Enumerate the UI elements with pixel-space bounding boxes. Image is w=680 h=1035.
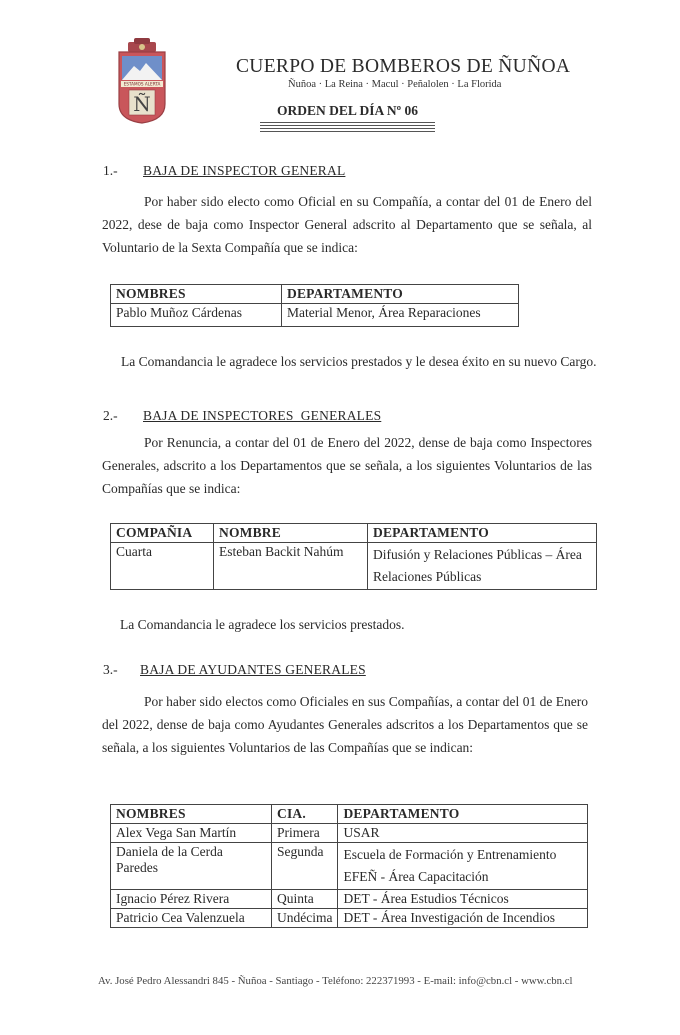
closing-text: La Comandancia le agradece los servicios prestados. [120, 617, 405, 632]
table-cell: DET - Área Estudios Técnicos [338, 890, 588, 909]
section-title: BAJA DE AYUDANTES GENERALES [140, 662, 366, 677]
organization-name: CUERPO DE BOMBEROS DE ÑUÑOA [236, 56, 571, 77]
table-cell: Segunda [272, 843, 338, 890]
paragraph-text: Por Renuncia, a contar del 01 de Enero del 2022, dense de baja como Inspectores Generales, adscrito a los Departamentos que se señala, a los siguientes Voluntarios de las Compañías que se indica: [102, 435, 592, 496]
table-header: DEPARTAMENTO [282, 285, 519, 304]
table-row [111, 909, 588, 928]
data-table [110, 284, 519, 327]
table-cell: Material Menor, Área Reparaciones [282, 304, 519, 327]
table-header-row [111, 805, 588, 824]
table-header: NOMBRE [214, 524, 368, 543]
crown-icon [128, 38, 156, 52]
section-paragraph [102, 190, 592, 259]
table-cell: Undécima [272, 909, 338, 928]
table-cell: Quinta [272, 890, 338, 909]
table-header: NOMBRES [111, 285, 282, 304]
table-cell: Cuarta [111, 543, 214, 590]
section-number: 2.- [103, 408, 118, 423]
table-cell: Patricio Cea Valenzuela [111, 909, 272, 928]
footer-contact: Av. José Pedro Alessandri 845 - Ñuñoa - Santiago - Teléfono: 222371993 - E-mail: info@cbn.cl - www.cbn.cl [98, 975, 573, 987]
table-header-row [111, 524, 597, 543]
section-title: BAJA DE INSPECTORES GENERALES [143, 408, 382, 423]
table-row [111, 543, 597, 590]
paragraph-text: Por haber sido electos como Oficiales en sus Compañías, a contar del 01 de Enero del 2022, dense de baja como Ayudantes Generales adscritos a los Departamentos que se señala, a los siguientes Voluntarios de las Compañías que se indican: [102, 694, 588, 755]
table-row [111, 824, 588, 843]
table-cell: DET - Área Investigación de Incendios [338, 909, 588, 928]
closing-text: La Comandancia le agradece los servicios prestados y le desea éxito en su nuevo Cargo. [121, 354, 597, 369]
table-cell: Primera [272, 824, 338, 843]
section-title: BAJA DE INSPECTOR GENERAL [143, 163, 346, 178]
crest-motto: ESTAMOS ALERTA [123, 81, 161, 87]
table-row [111, 304, 519, 327]
table-cell: Esteban Backit Nahúm [214, 543, 368, 590]
table-cell: Escuela de Formación y Entrenamiento EFEÑ - Área Capacitación [338, 843, 588, 890]
table-cell: Ignacio Pérez Rivera [111, 890, 272, 909]
communes-list: Ñuñoa · La Reina · Macul · Peñalolen · La Florida [288, 79, 502, 90]
title-underline [260, 128, 435, 132]
section-paragraph [102, 431, 592, 500]
data-table [110, 804, 588, 928]
section-number: 3.- [103, 662, 118, 677]
table-cell: Alex Vega San Martín [111, 824, 272, 843]
table-cell: Daniela de la Cerda Paredes [111, 843, 272, 890]
table-header: NOMBRES [111, 805, 272, 824]
crest-letter: Ñ [133, 92, 151, 116]
table-header: DEPARTAMENTO [368, 524, 597, 543]
title-underline [260, 122, 435, 126]
table-cell: USAR [338, 824, 588, 843]
table-cell: Pablo Muñoz Cárdenas [111, 304, 282, 327]
table-header: CIA. [272, 805, 338, 824]
section-number: 1.- [103, 163, 118, 178]
section-paragraph [102, 690, 588, 759]
fire-department-crest [116, 36, 168, 124]
table-cell: Difusión y Relaciones Públicas – Área Relaciones Públicas [368, 543, 597, 590]
paragraph-text: Por haber sido electo como Oficial en su Compañía, a contar del 01 de Enero del 2022, dese de baja como Inspector General adscrito al Departamento que se señala, al Voluntario de la Sexta Compañía que se indica: [102, 194, 592, 255]
table-header: COMPAÑIA [111, 524, 214, 543]
data-table [110, 523, 597, 590]
order-title: ORDEN DEL DÍA Nº 06 [277, 103, 418, 118]
table-header: DEPARTAMENTO [338, 805, 588, 824]
table-row [111, 890, 588, 909]
table-header-row [111, 285, 519, 304]
table-row [111, 843, 588, 890]
